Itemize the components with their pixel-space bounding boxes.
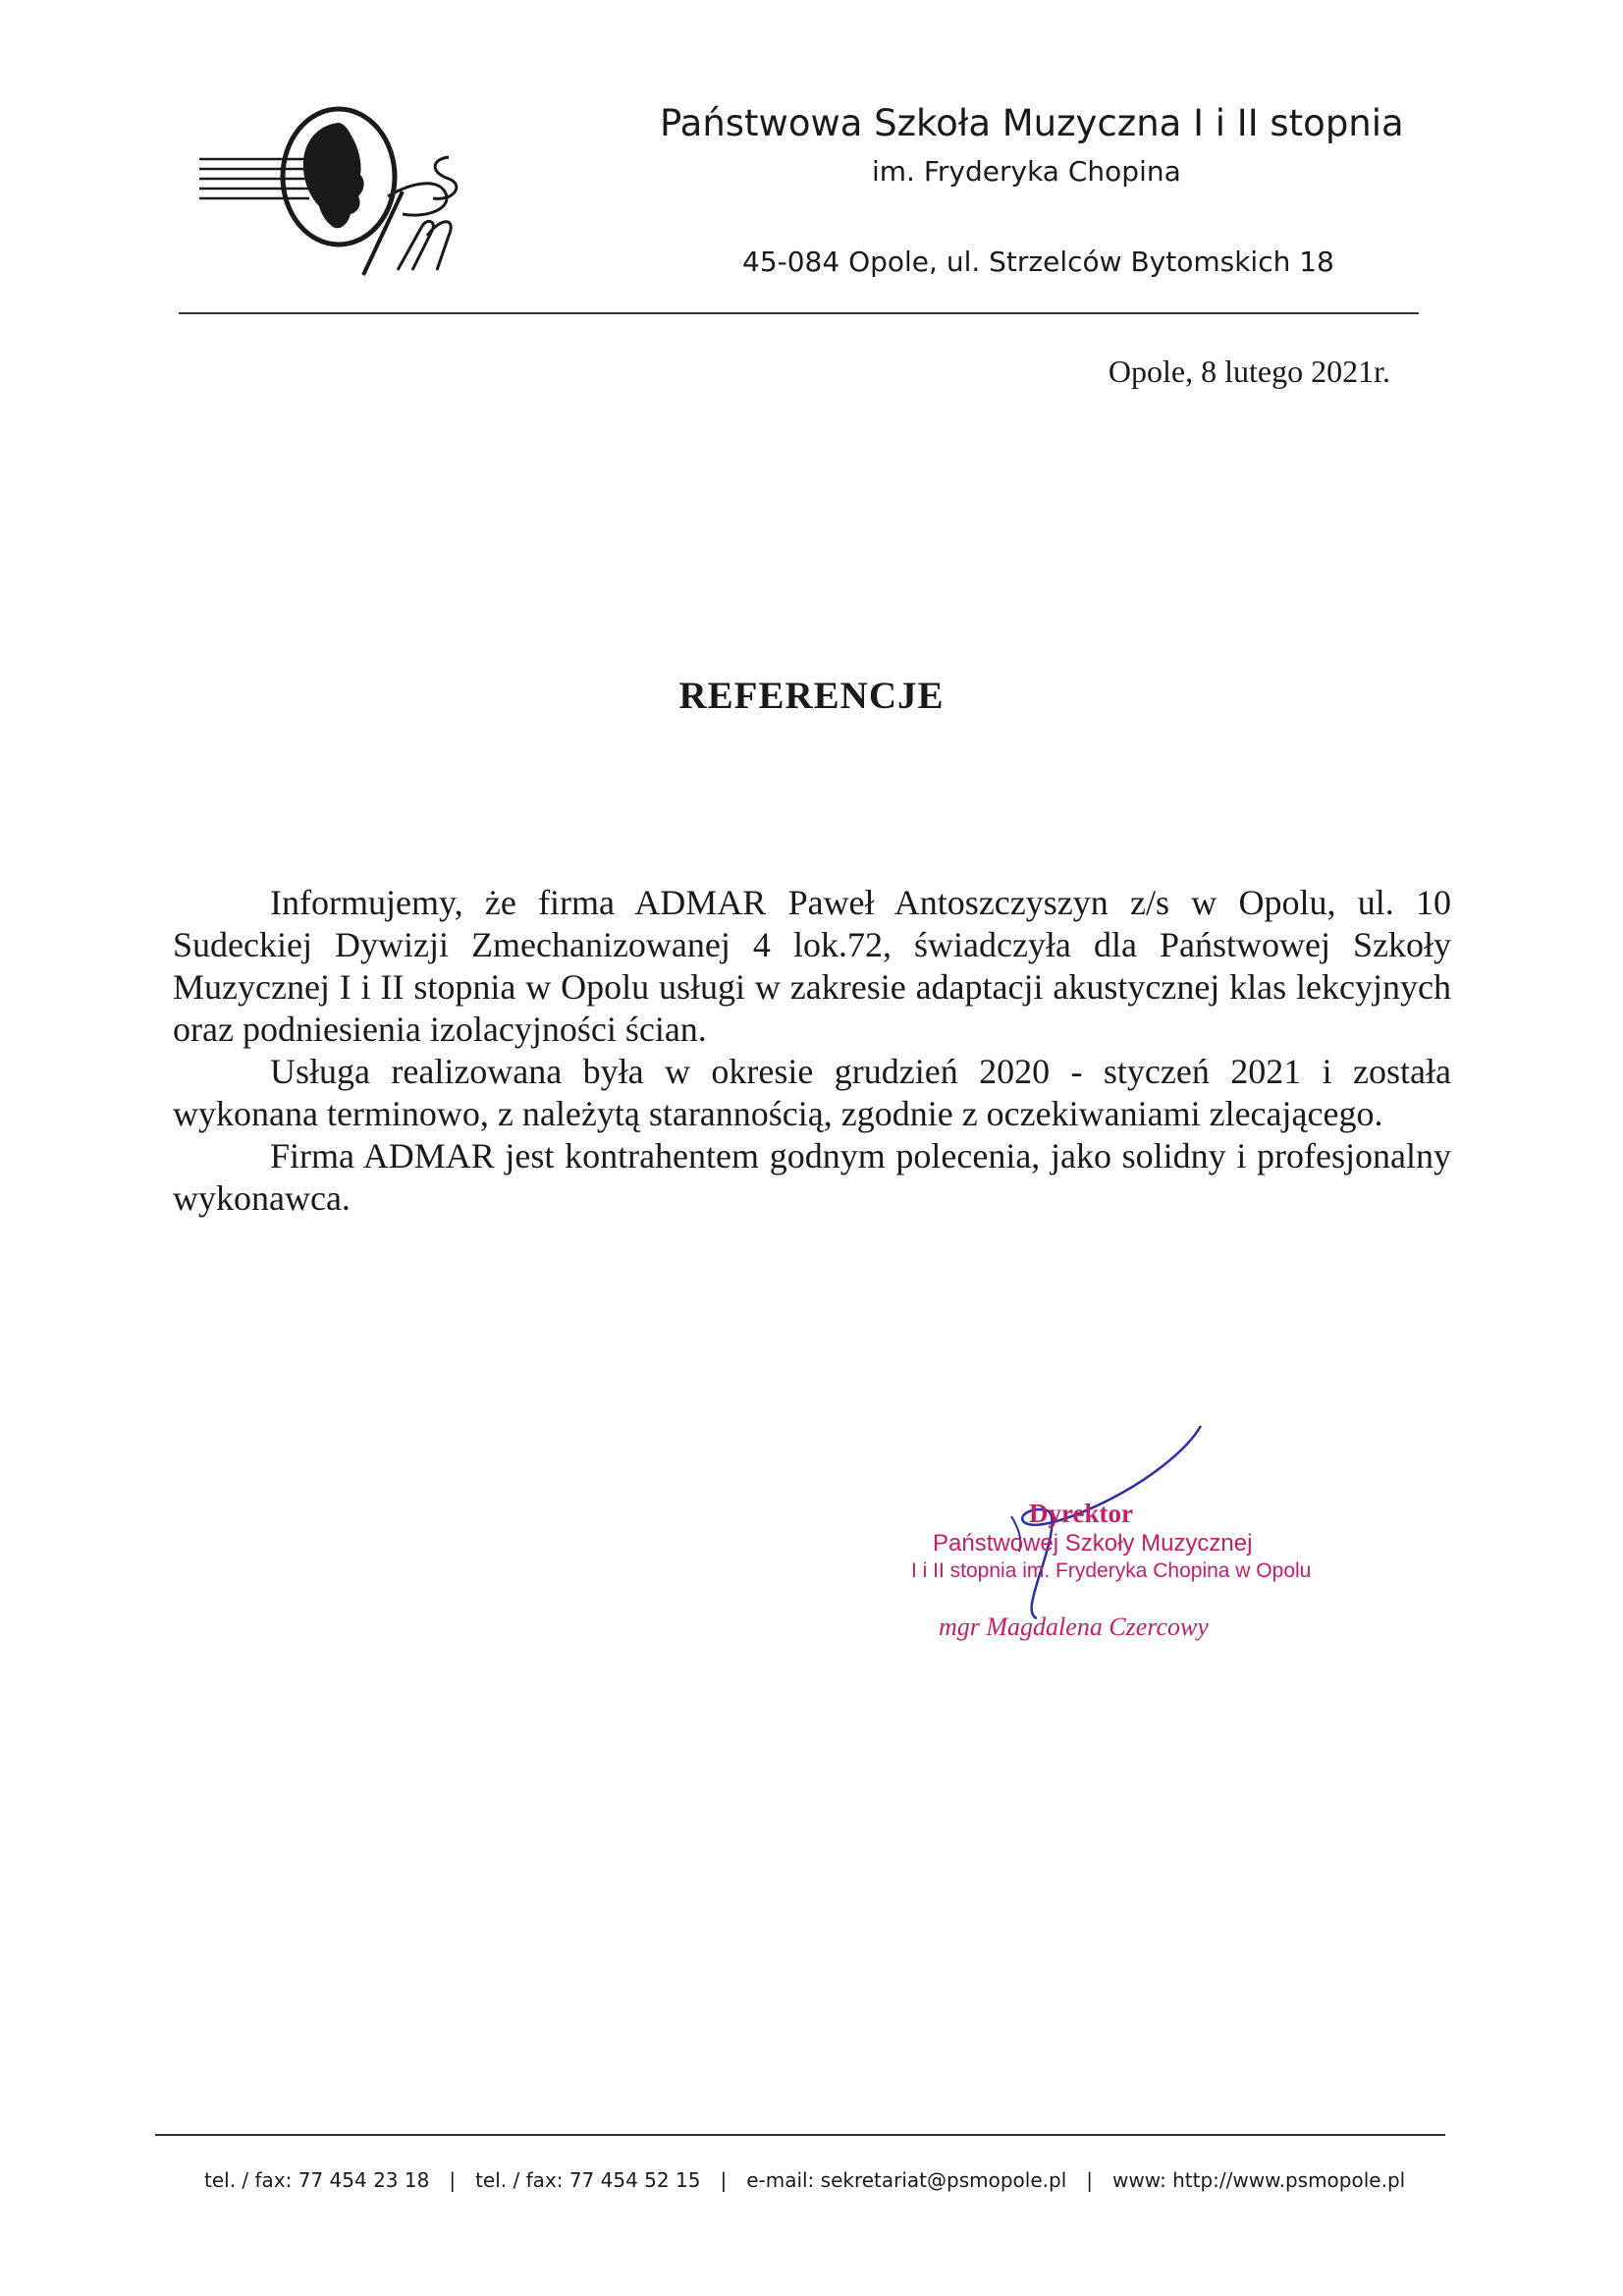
body-paragraph: Informujemy, że firma ADMAR Paweł Antoszczyszyn z/s w Opolu, ul. 10 Sudeckiej Dywizji Zmechanizowanej 4 lok.72, świadczyła dla Państwowej Szkoły Muzycznej I i II stopnia w Opolu usługi w zakresie adaptacji akustycznej klas lekcyjnych oraz podniesienia izolacyjności ścian. — [173, 883, 1451, 1049]
footer-email: e-mail: sekretariat@psmopole.pl — [746, 2168, 1067, 2192]
header-divider — [179, 312, 1419, 314]
school-name: Państwowa Szkoła Muzyczna I i II stopnia — [660, 102, 1404, 144]
document-title: REFERENCJE — [678, 675, 945, 717]
stamp-institution-detail: I i II stopnia im. Fryderyka Chopina w Opolu — [911, 1559, 1312, 1582]
body-paragraph: Usługa realizowana była w okresie grudzień 2020 - styczeń 2021 i została wykonana terminowo, z należytą starannością, zgodnie z oczekiwaniami zlecającego. — [173, 1052, 1451, 1133]
letter-body — [173, 882, 1451, 1220]
stamp-signatory: mgr Magdalena Czercowy — [939, 1613, 1209, 1641]
school-address: 45-084 Opole, ul. Strzelców Bytomskich 18 — [742, 246, 1334, 278]
footer-contact — [204, 2168, 1405, 2192]
stamp-title: Dyrektor — [1029, 1499, 1133, 1528]
footer-website: www: http://www.psmopole.pl — [1112, 2168, 1406, 2192]
school-logo — [191, 98, 530, 285]
footer-separator: | — [720, 2168, 728, 2192]
footer-phone-1: tel. / fax: 77 454 23 18 — [204, 2168, 430, 2192]
school-patron: im. Fryderyka Chopina — [872, 155, 1181, 188]
footer-separator: | — [1086, 2168, 1094, 2192]
letter-date: Opole, 8 lutego 2021r. — [1108, 354, 1390, 389]
footer-separator: | — [449, 2168, 457, 2192]
body-paragraph: Firma ADMAR jest kontrahentem godnym polecenia, jako solidny i profesjonalny wykonawca. — [173, 1136, 1451, 1218]
stamp-institution: Państwowej Szkoły Muzycznej — [933, 1530, 1253, 1557]
portrait-silhouette-icon — [303, 123, 364, 228]
footer-divider — [155, 2134, 1445, 2136]
footer-phone-2: tel. / fax: 77 454 52 15 — [475, 2168, 701, 2192]
